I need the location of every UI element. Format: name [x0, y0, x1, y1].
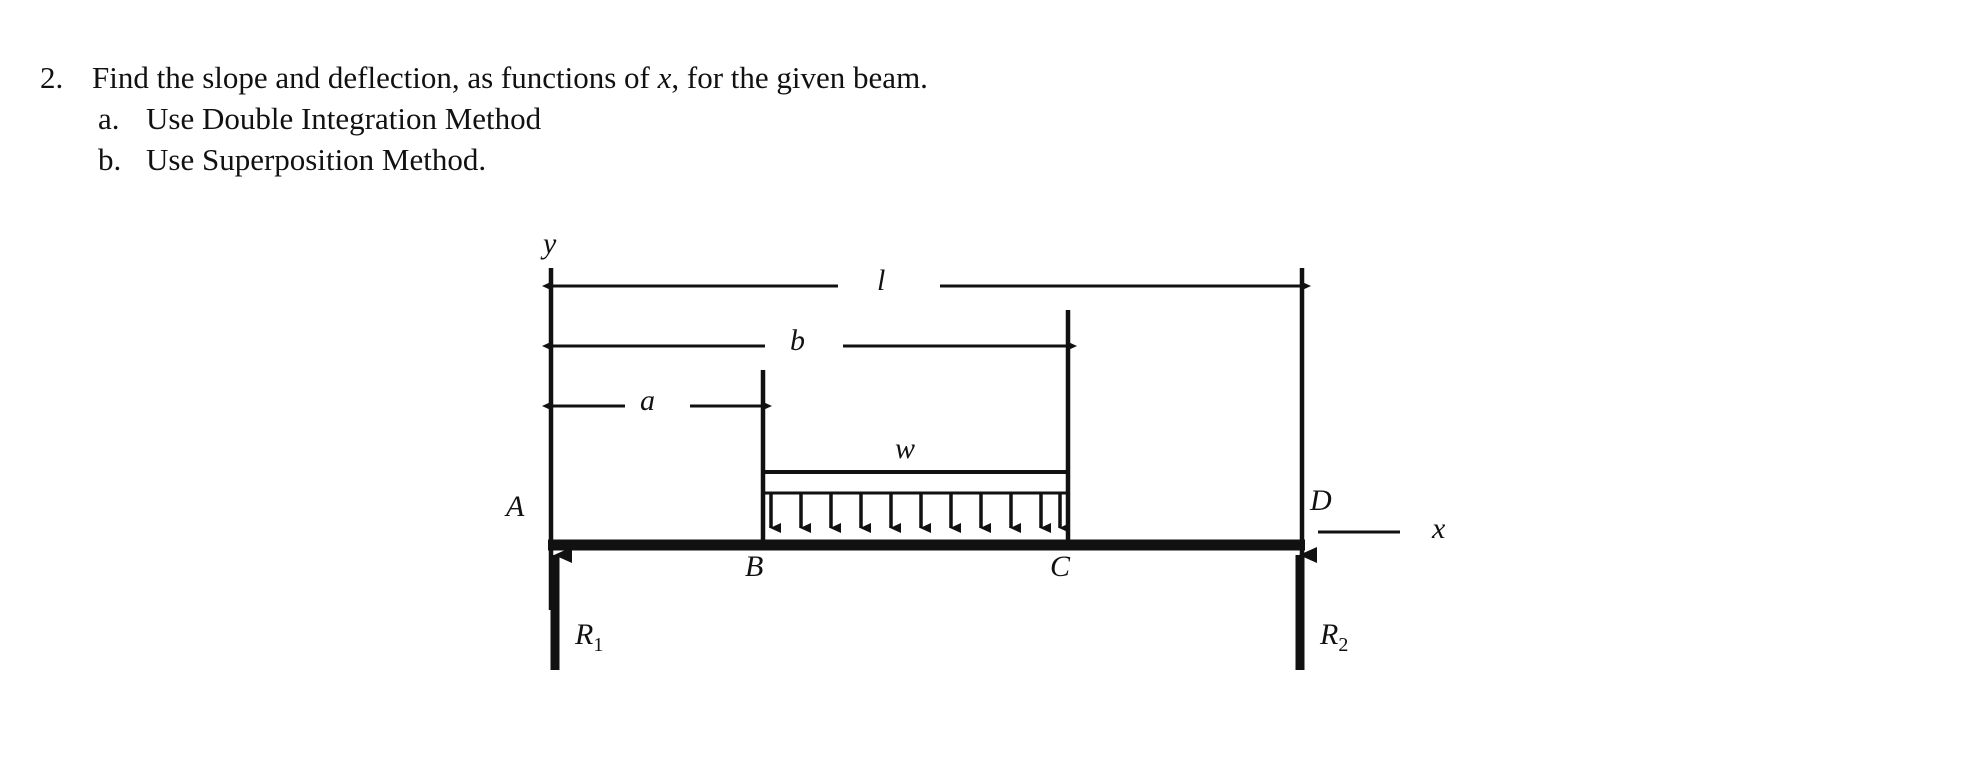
question-number: 2. — [40, 60, 64, 95]
label-x-axis: x — [1432, 512, 1446, 545]
label-reaction-r1-sub: 1 — [593, 634, 604, 656]
label-reaction-r1 — [575, 618, 603, 657]
label-y-axis: y — [543, 227, 557, 260]
label-dimension-l: l — [877, 264, 886, 297]
question-main-line — [40, 58, 1440, 99]
question-prompt-variable: x — [657, 60, 672, 95]
question-prompt — [92, 58, 928, 99]
question-subitem-b — [98, 140, 1440, 181]
beam-diagram — [0, 227, 1966, 774]
label-reaction-r1-text: R — [575, 618, 594, 651]
label-dimension-b: b — [790, 324, 805, 357]
question-block — [40, 58, 1440, 181]
beam-diagram-svg — [0, 250, 1966, 774]
label-load-w: w — [895, 432, 916, 465]
question-prompt-part2: , for the given beam. — [671, 60, 928, 95]
label-dimension-a: a — [640, 384, 655, 417]
subitem-b-text: Use Superposition Method. — [146, 141, 487, 177]
load-box — [763, 472, 1068, 493]
load-arrows — [771, 493, 1060, 528]
label-reaction-r2 — [1320, 618, 1348, 657]
label-point-b: B — [745, 550, 764, 583]
subitem-b-letter: b. — [98, 141, 122, 177]
label-point-c: C — [1050, 550, 1071, 583]
label-point-d: D — [1310, 484, 1332, 517]
question-prompt-part1: Find the slope and deflection, as functions of — [92, 60, 658, 95]
label-reaction-r2-text: R — [1320, 618, 1339, 651]
subitem-a-text: Use Double Integration Method — [146, 100, 542, 136]
question-subitem-a — [98, 99, 1440, 140]
label-point-a: A — [506, 490, 525, 523]
label-reaction-r2-sub: 2 — [1338, 634, 1349, 656]
subitem-a-letter: a. — [98, 100, 120, 136]
